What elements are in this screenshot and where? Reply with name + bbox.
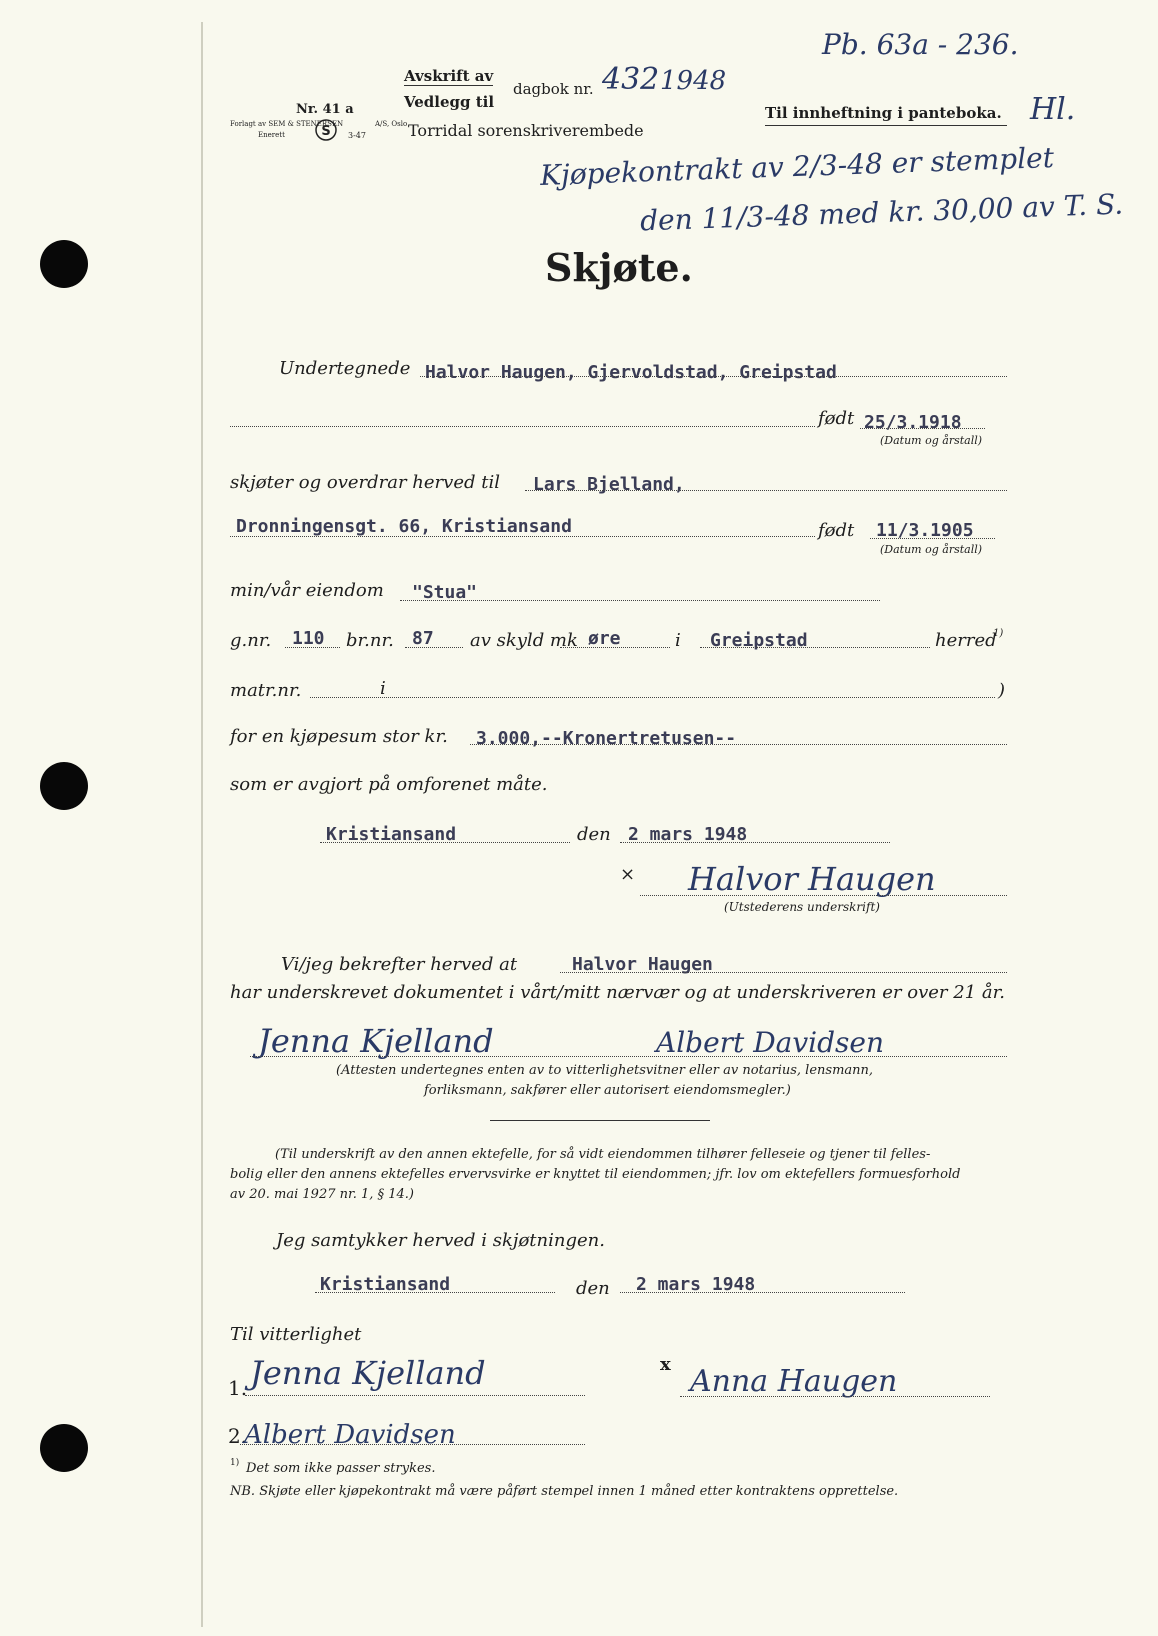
attestation-note-1: (Attesten undertegnes enten av to vitterlighetsvitner eller av notarius, lensmann,	[336, 1063, 874, 1078]
seller-born-date: 25/3.1918	[864, 412, 962, 433]
dagbok-label: dagbok nr.	[513, 80, 594, 98]
witness-signature-2: Albert Davidsen	[244, 1420, 456, 1450]
attestation-witness-signature-2: Albert Davidsen	[656, 1026, 885, 1059]
seller-name: Halvor Haugen, Gjervoldstad, Greipstad	[425, 362, 837, 383]
buyer-born-line	[870, 538, 995, 539]
handwritten-reference: Pb. 63a - 236.	[822, 28, 1019, 61]
buyer-label: skjøter og overdrar herved til	[230, 472, 500, 493]
gnr-value: 110	[292, 628, 325, 649]
copy-label-1: Avskrift av	[404, 67, 494, 85]
buyer-born-label: født	[818, 520, 855, 541]
punch-hole-middle	[40, 762, 88, 810]
buyer-address: Dronningensgt. 66, Kristiansand	[236, 516, 572, 537]
witness-line-2	[240, 1444, 585, 1445]
seller-label: Undertegnede	[279, 358, 411, 379]
buyer-born-date: 11/3.1905	[876, 520, 974, 541]
seller-date-note: (Datum og årstall)	[880, 434, 983, 447]
publisher-line-1: Forlagt av SEM & STENERSEN	[230, 120, 344, 128]
publisher-logo-icon	[314, 118, 338, 142]
consent-date: 2 mars 1948	[636, 1274, 756, 1295]
seller-extra-line	[230, 426, 815, 427]
stamp-note-line-1: Kjøpekontrakt av 2/3-48 er stemplet	[539, 141, 1055, 192]
witness-number-2: 2.	[228, 1424, 248, 1448]
signing-den-label: den	[577, 824, 611, 845]
seller-born-line	[860, 428, 985, 429]
consent-place: Kristiansand	[320, 1274, 451, 1295]
seller-name-line	[420, 376, 1007, 377]
herred-value: Greipstad	[710, 630, 808, 651]
dagbok-year: 1948	[660, 66, 727, 96]
signing-x-mark: ×	[620, 864, 636, 885]
spouse-signature: Anna Haugen	[690, 1364, 898, 1399]
property-name: "Stua"	[412, 582, 478, 603]
attestation-witness-signature-1: Jenna Kjelland	[258, 1022, 494, 1060]
skyld-line	[560, 647, 670, 648]
stamp-note-line-2: den 11/3-48 med kr. 30,00 av T. S.	[639, 187, 1124, 238]
seller-born-label: født	[818, 408, 855, 429]
punch-hole-top	[40, 240, 88, 288]
attestation-note-2: forliksmann, sakfører eller autorisert eiendomsmegler.)	[424, 1083, 791, 1098]
buyer-name: Lars Bjelland,	[533, 474, 685, 495]
price-settled: som er avgjort på omforenet måte.	[230, 774, 548, 795]
signing-place-line	[320, 842, 570, 843]
document-title: Skjøte.	[545, 245, 693, 290]
matr-label: matr.nr.	[230, 680, 302, 701]
footer-nb: NB. Skjøte eller kjøpekontrakt må være påført stempel innen 1 måned etter kontraktens opprettelse.	[230, 1484, 899, 1499]
office-name: Torridal sorenskriverembede	[408, 121, 644, 140]
signature-caption: (Utstederens underskrift)	[724, 900, 880, 914]
bnr-value: 87	[412, 628, 434, 649]
signing-place: Kristiansand	[326, 824, 457, 845]
copy-label-2: Vedlegg til	[404, 93, 495, 111]
bnr-label: br.nr.	[346, 630, 394, 651]
matr-close-paren: )	[998, 680, 1006, 701]
punch-hole-bottom	[40, 1424, 88, 1472]
buyer-date-note: (Datum og årstall)	[880, 543, 983, 556]
witness-x-mark: x	[660, 1354, 671, 1375]
price-label: for en kjøpesum stor kr.	[230, 726, 448, 747]
signature-line	[640, 895, 1007, 896]
witness-number-1: 1.	[228, 1376, 248, 1400]
signing-date-line	[620, 842, 890, 843]
herred-footnote-mark: 1)	[993, 628, 1004, 639]
signing-date: 2 mars 1948	[628, 824, 748, 845]
spouse-note-line-3: av 20. mai 1927 nr. 1, § 14.)	[230, 1187, 414, 1202]
attestation-line-2: har underskrevet dokumentet i vårt/mitt nærvær og at underskriveren er over 21 år.	[230, 982, 1005, 1003]
attestation-signature-line	[250, 1056, 1007, 1057]
herred-line	[700, 647, 930, 648]
attestation-name-line	[560, 972, 1007, 973]
attestation-prefix: Vi/jeg bekrefter herved at	[281, 954, 518, 975]
margin-line	[201, 22, 203, 1627]
consent-label: Jeg samtykker herved i skjøtningen.	[276, 1230, 605, 1251]
price-amount: 3.000,--Kronertretusen--	[476, 728, 737, 749]
seller-signature: Halvor Haugen	[688, 860, 936, 898]
consent-den-label: den	[576, 1278, 610, 1299]
publisher-date: 3-47	[348, 131, 366, 140]
attestation-name: Halvor Haugen	[572, 954, 713, 975]
matr-i-label: i	[380, 678, 386, 699]
attestation-divider	[490, 1120, 710, 1121]
buyer-name-line	[525, 490, 1007, 491]
matr-line	[310, 697, 995, 698]
witness-signature-1: Jenna Kjelland	[250, 1354, 486, 1392]
spouse-note-line-1: (Til underskrift av den annen ektefelle, for så vidt eiendommen tilhører felleseie og tjener til felles-	[275, 1147, 931, 1162]
buyer-address-line	[230, 536, 815, 537]
property-label: min/vår eiendom	[230, 580, 384, 601]
binding-note-underline	[765, 125, 1007, 126]
spouse-signature-line	[680, 1396, 990, 1397]
gnr-label: g.nr.	[230, 630, 272, 651]
svg-text:S: S	[321, 124, 331, 139]
property-name-line	[400, 600, 880, 601]
skyld-label: av skyld mk	[470, 630, 578, 651]
witnesses-label: Til vitterlighet	[230, 1324, 362, 1345]
publisher-line-2: Enerett	[258, 131, 285, 139]
consent-place-line	[315, 1292, 555, 1293]
spouse-note-line-2: bolig eller den annens ektefelles ervervsvirke er knyttet til eiendommen; jfr. lov om ektefellers formuesforhold	[230, 1167, 961, 1182]
footer-footnote-mark: 1)	[230, 1458, 240, 1468]
form-number: Nr. 41 a	[296, 102, 354, 117]
witness-line-1	[245, 1395, 585, 1396]
consent-date-line	[620, 1292, 905, 1293]
price-line	[470, 744, 1007, 745]
bnr-line	[405, 647, 463, 648]
dagbok-number: 432	[602, 62, 660, 97]
herred-i-label: i	[675, 630, 681, 651]
herred-label: herred	[935, 630, 997, 651]
handwritten-initials: Hl.	[1030, 92, 1076, 127]
binding-note: Til innheftning i panteboka.	[765, 104, 1002, 122]
gnr-line	[285, 647, 340, 648]
skyld-value: øre	[588, 628, 621, 649]
footer-footnote: Det som ikke passer strykes.	[246, 1461, 436, 1476]
publisher-suffix: A/S, Oslo	[375, 120, 408, 128]
